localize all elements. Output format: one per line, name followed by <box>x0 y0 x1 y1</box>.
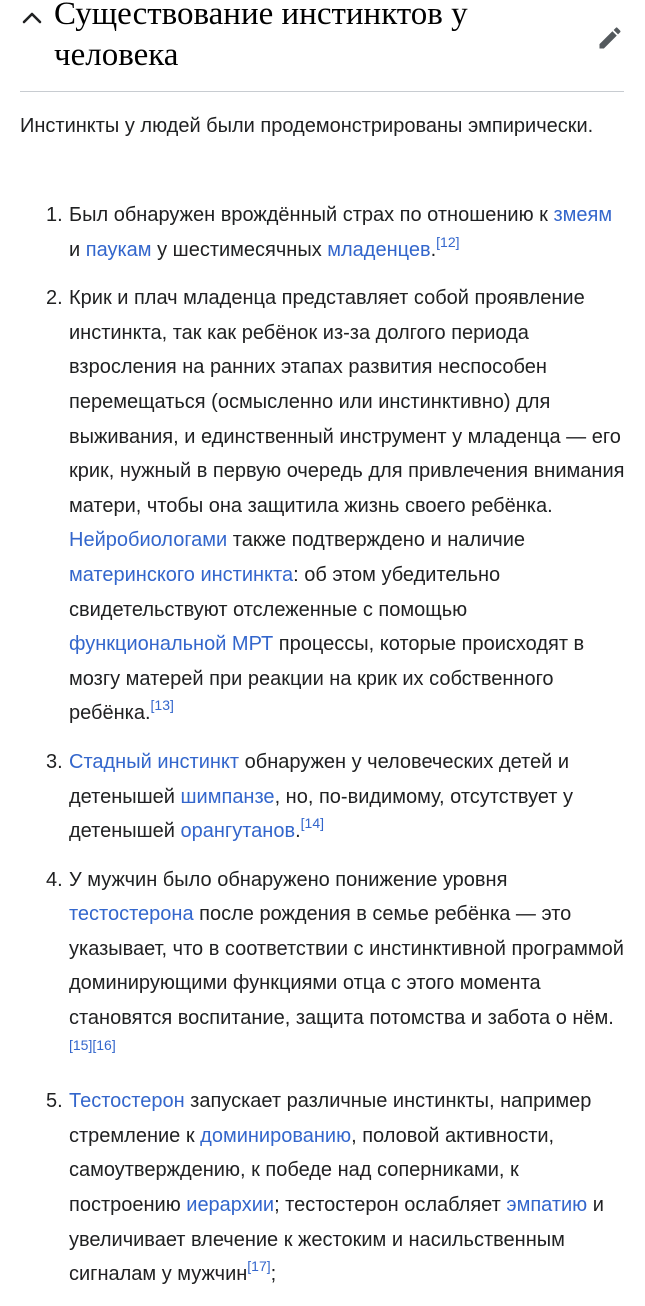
list-item-number: 2. <box>46 287 63 310</box>
text-run: и <box>69 238 86 261</box>
chevron-up-icon[interactable] <box>20 6 44 30</box>
reference-link[interactable]: [12] <box>436 233 460 250</box>
article-link[interactable]: Нейробиологами <box>69 529 228 552</box>
article-link[interactable]: доминированию <box>200 1124 352 1147</box>
list-item-number: 1. <box>46 204 63 226</box>
text-run: процессы, которые происходят в мозгу матерей при реакции на крик их собственного ребёнка. <box>69 633 585 725</box>
article-link[interactable]: Тестостерон <box>69 1090 185 1113</box>
article-link[interactable]: паукам <box>85 238 152 261</box>
text-run: , но, по-видимому, отсутствует у детенышей <box>69 785 574 843</box>
article-link[interactable]: эмпатию <box>506 1194 588 1217</box>
text-run: Крик и плач младенца представляет собой проявление инстинкта, так как ребёнок из-за долгого периода взросления на ранних этапах развития неспособен перемещаться (осмысленно или инстинктивно) для выживания, и единственный инструмент у младенца — его крик, нужный в первую очередь для привлечения внимания матери, чтобы она защитила жизнь своего ребёнка. <box>69 287 625 517</box>
reference-link[interactable]: [13] <box>150 697 174 714</box>
article-link[interactable]: тестостерона <box>69 903 194 926</box>
section-title: Существование инстинктов у человека <box>54 0 468 73</box>
text-run: : об этом убедительно свидетельствуют отслеженные с помощью <box>69 563 501 621</box>
reference-link[interactable]: [15] <box>69 1036 93 1053</box>
article-link[interactable]: орангутанов <box>180 820 296 843</box>
article-link[interactable]: Стадный инстинкт <box>69 750 240 773</box>
text-run: , половой активности, самоутверждению, к победе над соперниками, к построению <box>69 1124 555 1217</box>
instinct-facts-list <box>0 198 645 1306</box>
section-header[interactable] <box>0 0 645 92</box>
list-item <box>0 863 645 1071</box>
article-link[interactable]: шимпанзе <box>180 785 275 808</box>
reference-link[interactable]: [17] <box>247 1258 271 1275</box>
text-run: У мужчин было обнаружено понижение уровня <box>69 868 508 891</box>
list-item <box>0 745 645 849</box>
text-run: и увеличивает влечение к жестоким и насильственным сигналам у мужчин <box>69 1194 604 1286</box>
reference-link[interactable]: [14] <box>300 815 324 832</box>
pencil-icon[interactable] <box>596 24 624 52</box>
list-item-number: 4. <box>46 868 63 891</box>
text-run: . <box>430 238 437 261</box>
article-link[interactable]: материнского инстинкта <box>69 563 294 586</box>
article-link[interactable]: иерархии <box>186 1194 275 1217</box>
text-run: ; тестостерон ослабляет <box>274 1194 507 1217</box>
text-run: также подтверждено и наличие <box>227 529 525 552</box>
list-item <box>0 198 645 267</box>
list-item <box>0 281 645 731</box>
text-run: ; <box>270 1263 277 1286</box>
text-run: у шестимесячных <box>151 238 328 261</box>
list-item-number: 5. <box>46 1090 63 1113</box>
text-run: Был обнаружен врождённый страх по отношению к <box>69 204 554 226</box>
article-link[interactable]: функциональной МРТ <box>69 633 274 656</box>
text-run: запускает различные инстинкты, например стремление к <box>69 1090 592 1147</box>
text-run: . <box>295 820 301 843</box>
reference-link[interactable]: [16] <box>92 1036 116 1053</box>
text-run: обнаружен у человеческих детей и детенышей <box>69 750 570 808</box>
list-item <box>0 1084 645 1292</box>
intro-paragraph: Инстинкты у людей были продемонстрированы эмпирически. <box>20 115 594 137</box>
list-item-number: 3. <box>46 750 63 773</box>
article-link[interactable]: змеям <box>553 204 613 226</box>
article-link[interactable]: младенцев <box>327 238 431 261</box>
section-divider <box>20 91 624 92</box>
text-run: после рождения в семье ребёнка — это указывает, что в соответствии с инстинктивной программой доминирующими функциями отца с этого момента становятся воспитание, защита потомства и забота о нём. <box>69 903 624 1030</box>
